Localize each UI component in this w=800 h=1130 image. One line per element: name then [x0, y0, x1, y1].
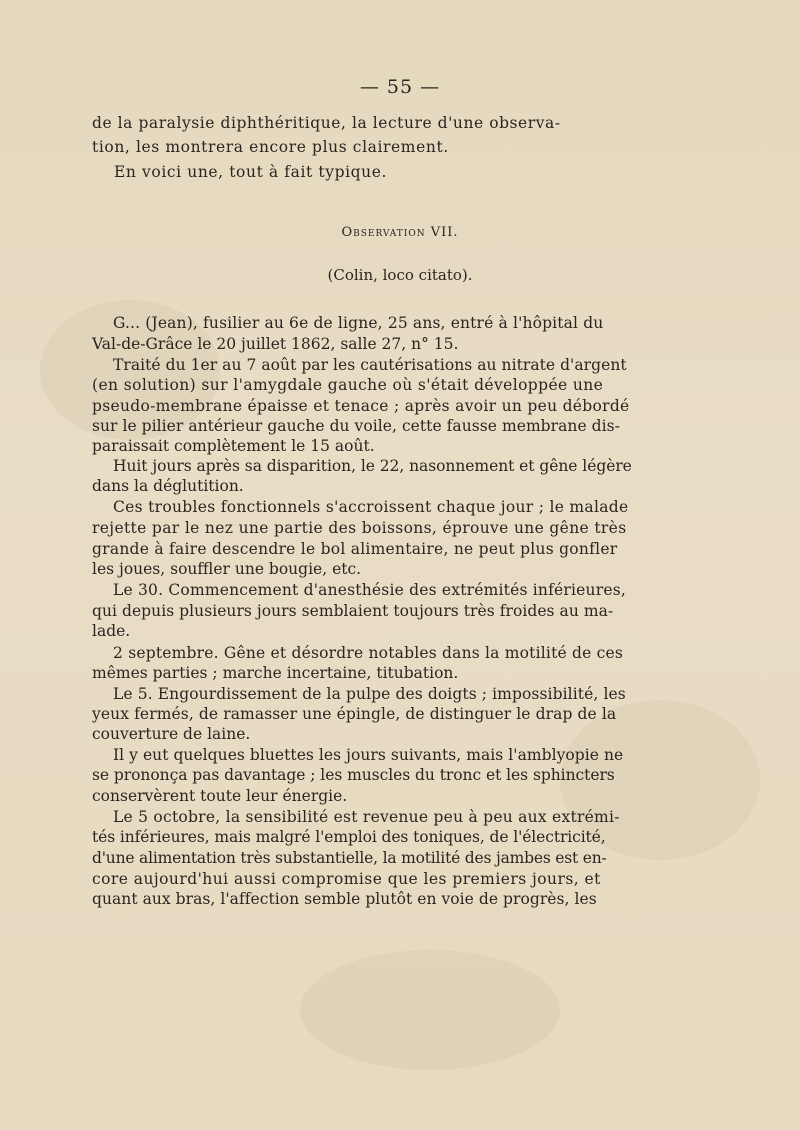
observation-source: (Colin, loco citato). — [327, 266, 473, 284]
body-line: dans la déglutition. — [92, 477, 244, 495]
body-line: tés inférieures, mais malgré l'emploi des toniques, de l'électricité, — [92, 828, 606, 846]
body-line: G... (Jean), fusilier au 6e de ligne, 25 ans, entré à l'hôpital du — [113, 314, 604, 332]
body-line: mêmes parties ; marche incertaine, titubation. — [92, 664, 459, 682]
body-line: les joues, souffler une bougie, etc. — [92, 560, 362, 578]
intro-line: de la paralysie diphthéritique, la lecture d'une observa- — [92, 114, 561, 132]
body-line: Le 30. Commencement d'anesthésie des extrémités inférieures, — [113, 581, 626, 599]
intro-line: tion, les montrera encore plus clairement. — [92, 138, 449, 156]
body-line: rejette par le nez une partie des boissons, éprouve une gêne très — [92, 519, 627, 537]
paper-stain — [300, 950, 560, 1070]
body-line: Ces troubles fonctionnels s'accroissent chaque jour ; le malade — [113, 498, 629, 516]
body-line: qui depuis plusieurs jours semblaient toujours très froides au ma- — [92, 602, 614, 620]
body-line: core aujourd'hui aussi compromise que les premiers jours, et — [92, 870, 601, 888]
observation-title: Observation VII. — [341, 225, 459, 240]
body-line: paraissait complètement le 15 août. — [92, 437, 375, 455]
body-line: yeux fermés, de ramasser une épingle, de distinguer le drap de la — [92, 705, 617, 723]
body-line: d'une alimentation très substantielle, la motilité des jambes est en- — [92, 849, 607, 867]
body-line: Le 5 octobre, la sensibilité est revenue peu à peu aux extrémi- — [113, 808, 620, 826]
body-line: Huit jours après sa disparition, le 22, nasonnement et gêne légère — [113, 457, 632, 475]
body-line: Il y eut quelques bluettes les jours suivants, mais l'amblyopie ne — [113, 746, 624, 764]
body-line: quant aux bras, l'affection semble plutôt en voie de progrès, les — [92, 890, 597, 908]
body-line: Traité du 1er au 7 août par les cautérisations au nitrate d'argent — [113, 356, 627, 374]
intro-line: En voici une, tout à fait typique. — [114, 163, 388, 181]
body-line: grande à faire descendre le bol alimentaire, ne peut plus gonfler — [92, 540, 618, 558]
body-line: pseudo-membrane épaisse et tenace ; après avoir un peu débordé — [92, 397, 630, 415]
body-line: se prononça pas davantage ; les muscles du tronc et les sphincters — [92, 766, 615, 784]
body-line: Le 5. Engourdissement de la pulpe des doigts ; impossibilité, les — [113, 685, 626, 703]
body-line: sur le pilier antérieur gauche du voile, cette fausse membrane dis- — [92, 417, 620, 435]
body-line: lade. — [92, 622, 131, 640]
body-line: (en solution) sur l'amygdale gauche où s'était développée une — [92, 376, 604, 394]
body-line: Val-de-Grâce le 20 juillet 1862, salle 27, n° 15. — [92, 335, 459, 353]
body-line: conservèrent toute leur énergie. — [92, 787, 348, 805]
body-line: 2 septembre. Gêne et désordre notables dans la motilité de ces — [113, 644, 624, 662]
page-number: — 55 — — [359, 76, 441, 98]
body-line: couverture de laine. — [92, 725, 251, 743]
